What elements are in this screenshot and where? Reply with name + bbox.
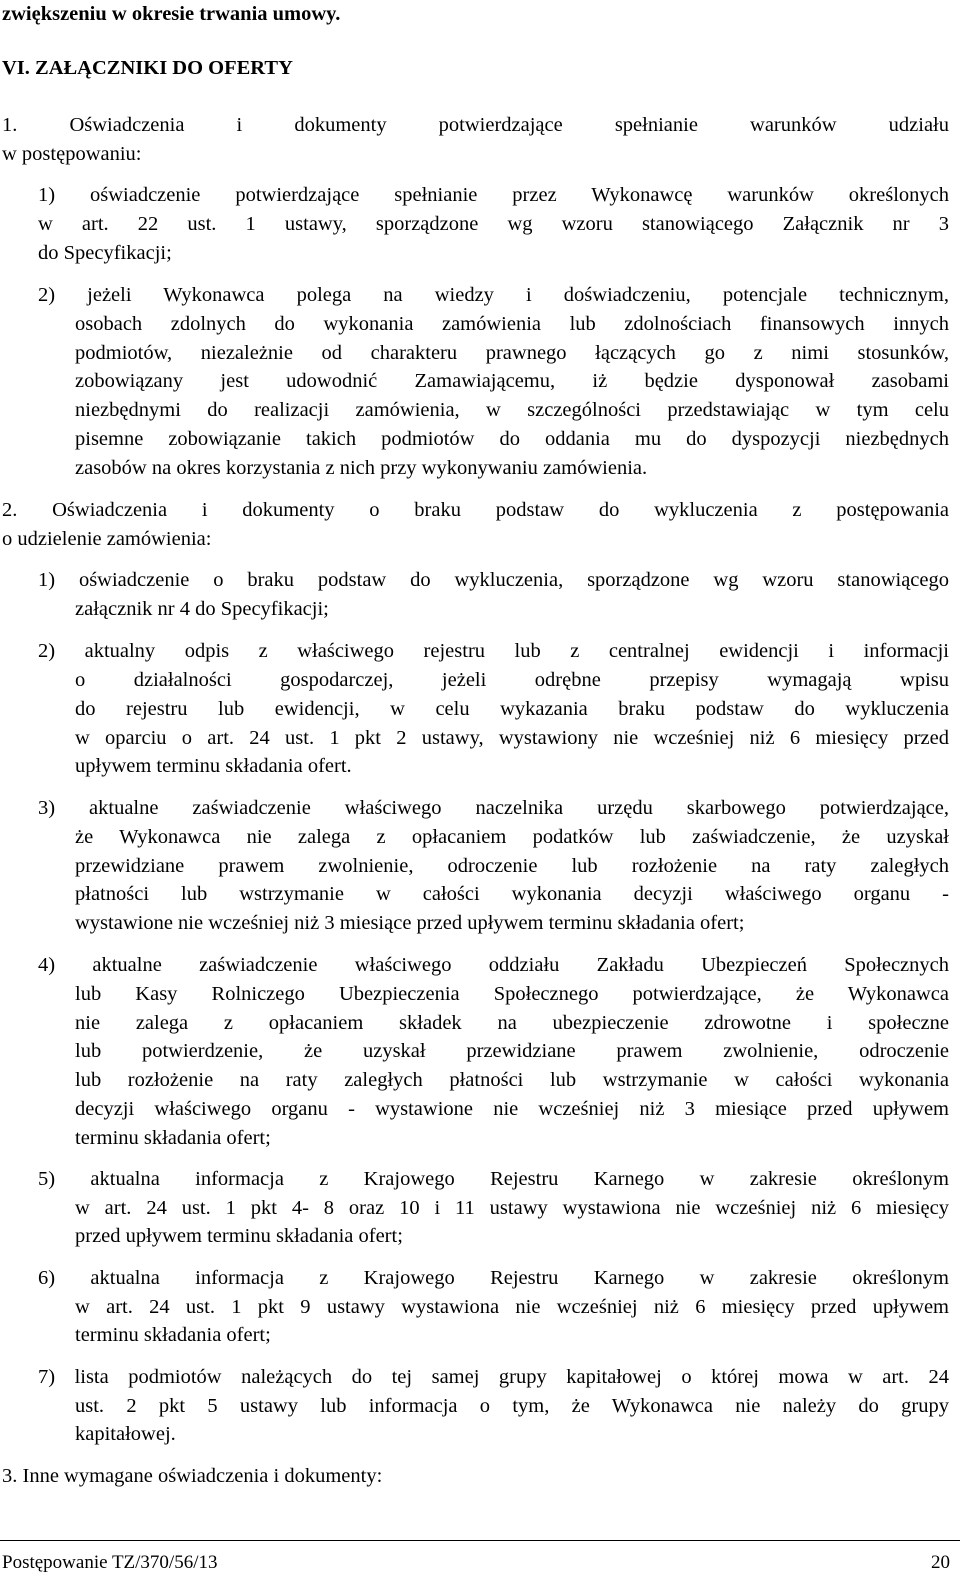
text-line: 7) lista podmiotów należących do tej samej grupy kapitałowej o której mowa w art. 24 [38,1366,949,1388]
text-line: ust. 2 pkt 5 ustawy lub informacja o tym, że Wykonawca nie należy do grupy [75,1395,949,1417]
text-line: załącznik nr 4 do Specyfikacji; [75,598,329,620]
text-line: 2) jeżeli Wykonawca polega na wiedzy i doświadczeniu, potencjale technicznym, [38,284,949,306]
text-line: do Specyfikacji; [38,242,172,264]
text-line: VI. ZAŁĄCZNIKI DO OFERTY [2,57,293,79]
text-line: że Wykonawca nie zalega z opłacaniem podatków lub zaświadczenie, że uzyskał [75,826,949,848]
text-line: płatności lub wstrzymanie w całości wykonania decyzji właściwego organu - [75,883,949,905]
text-line: upływem terminu składania ofert. [75,755,352,777]
text-line: w art. 24 ust. 1 pkt 9 ustawy wystawiona nie wcześniej niż 6 miesięcy przed upływem [75,1296,949,1318]
footer-divider [0,1540,960,1541]
text-line: 1) oświadczenie potwierdzające spełnianie przez Wykonawcę warunków określonych [38,184,949,206]
text-line: lub rozłożenie na raty zaległych płatności lub wstrzymanie w całości wykonania [75,1069,949,1091]
text-line: lub potwierdzenie, że uzyskał przewidziane prawem zwolnienie, odroczenie [75,1040,949,1062]
text-line: nie zalega z opłacaniem składek na ubezpieczenie zdrowotne i społeczne [75,1012,949,1034]
text-line: 3. Inne wymagane oświadczenia i dokumenty: [2,1465,383,1487]
text-line: 2) aktualny odpis z właściwego rejestru lub z centralnej ewidencji i informacji [38,640,949,662]
text-line: lub Kasy Rolniczego Ubezpieczenia Społecznego potwierdzające, że Wykonawca [75,983,949,1005]
text-line: 1) oświadczenie o braku podstaw do wykluczenia, sporządzone wg wzoru stanowiącego [38,569,949,591]
footer-reference: Postępowanie TZ/370/56/13 [2,1552,218,1573]
text-line: 6) aktualna informacja z Krajowego Rejestru Karnego w zakresie określonym [38,1267,949,1289]
text-line: w oparciu o art. 24 ust. 1 pkt 2 ustawy, wystawiony nie wcześniej niż 6 miesięcy przed [75,727,949,749]
page-footer [0,1540,960,1580]
text-line: o działalności gospodarczej, jeżeli odrębne przepisy wymagają wpisu [75,669,949,691]
text-line: terminu składania ofert; [75,1324,271,1346]
text-line: przed upływem terminu składania ofert; [75,1225,403,1247]
text-line: 1. Oświadczenia i dokumenty potwierdzające spełnianie warunków udziału [2,114,949,136]
text-line: 5) aktualna informacja z Krajowego Rejestru Karnego w zakresie określonym [38,1168,949,1190]
text-line: w art. 24 ust. 1 pkt 4- 8 oraz 10 i 11 ustawy wystawiona nie wcześniej niż 6 miesięcy [75,1197,949,1219]
page-number: 20 [931,1552,950,1573]
text-line: podmiotów, niezależnie od charakteru prawnego łączących go z nimi stosunków, [75,342,949,364]
text-line: pisemne zobowiązanie takich podmiotów do oddania mu do dyspozycji niezbędnych [75,428,949,450]
text-line: zwiększeniu w okresie trwania umowy. [2,3,341,25]
text-line: 3) aktualne zaświadczenie właściwego naczelnika urzędu skarbowego potwierdzające, [38,797,949,819]
text-line: kapitałowej. [75,1423,176,1445]
text-line: w art. 22 ust. 1 ustawy, sporządzone wg wzoru stanowiącego Załącznik nr 3 [38,213,949,235]
text-line: niezbędnymi do realizacji zamówienia, w szczególności przedstawiając w tym celu [75,399,949,421]
text-line: przewidziane prawem zwolnienie, odroczenie lub rozłożenie na raty zaległych [75,855,949,877]
text-line: 4) aktualne zaświadczenie właściwego oddziału Zakładu Ubezpieczeń Społecznych [38,954,949,976]
text-line: terminu składania ofert; [75,1127,271,1149]
text-line: osobach zdolnych do wykonania zamówienia lub zdolnościach finansowych innych [75,313,949,335]
text-line: w postępowaniu: [2,143,142,165]
text-line: zasobów na okres korzystania z nich przy wykonywaniu zamówienia. [75,457,648,479]
text-line: o udzielenie zamówienia: [2,528,212,550]
text-line: wystawione nie wcześniej niż 3 miesiące przed upływem terminu składania ofert; [75,912,745,934]
text-line: 2. Oświadczenia i dokumenty o braku podstaw do wykluczenia z postępowania [2,499,949,521]
text-line: zobowiązany jest udowodnić Zamawiającemu, iż będzie dysponował zasobami [75,370,949,392]
text-line: do rejestru lub ewidencji, w celu wykazania braku podstaw do wykluczenia [75,698,949,720]
text-line: decyzji właściwego organu - wystawione nie wcześniej niż 3 miesiące przed upływem [75,1098,949,1120]
